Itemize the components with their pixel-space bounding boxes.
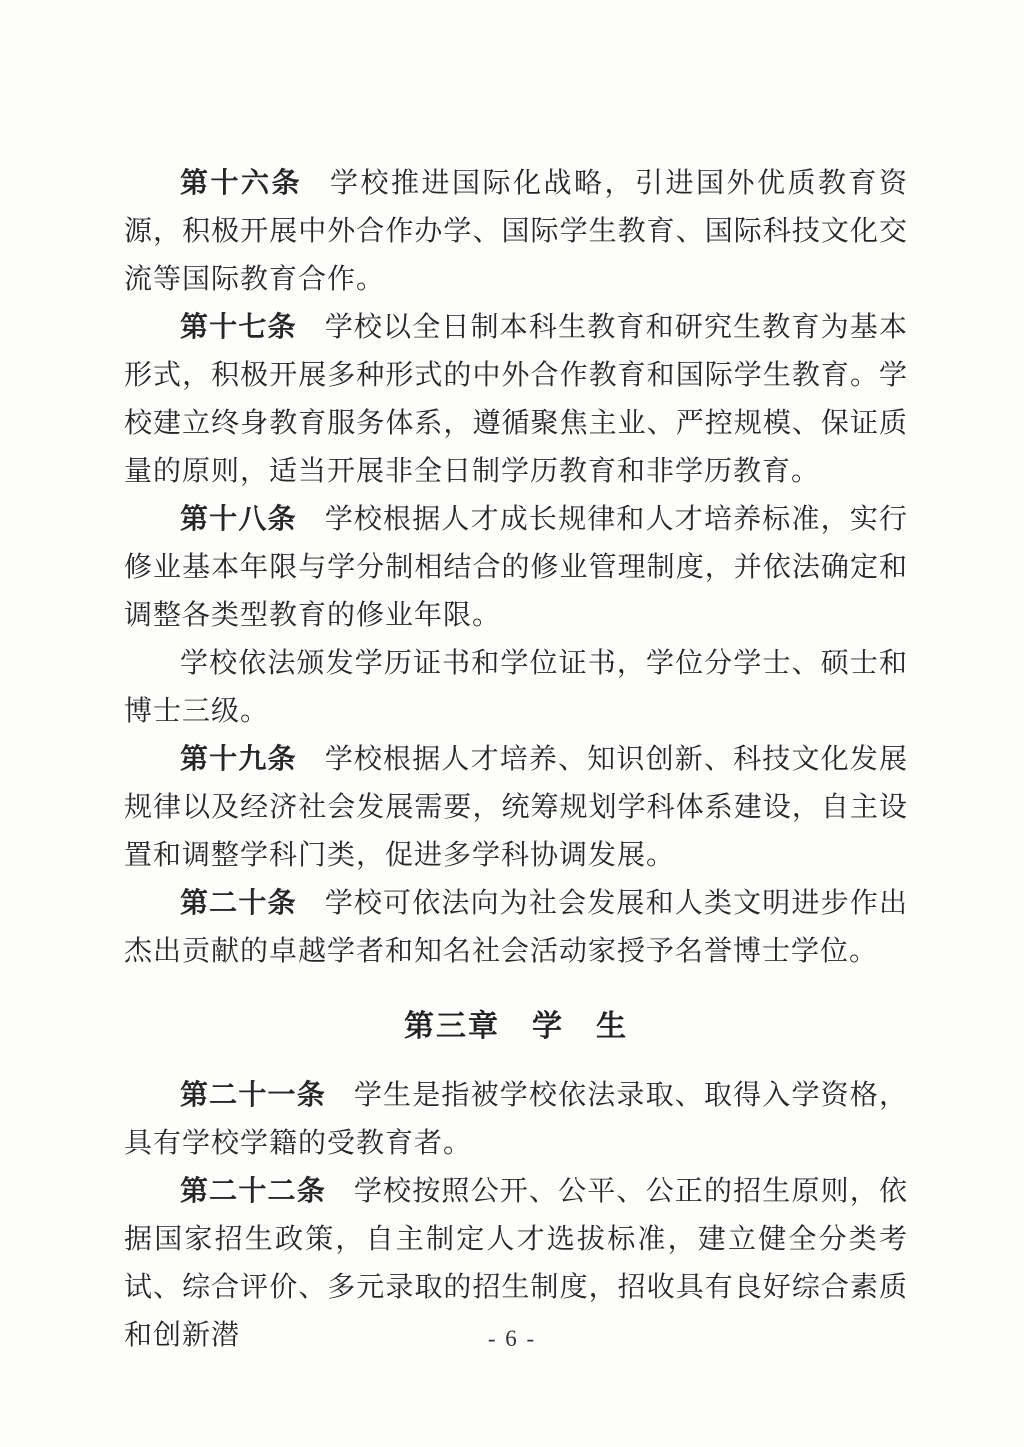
article-17-term: 第十七条 <box>180 312 297 343</box>
article-18-paragraph <box>124 496 908 640</box>
article-22-text: 学校按照公开、公平、公正的招生原则，依据国家招生政策，自主制定人才选拔标准，建立健全分类考试、综合评价、多元录取的招生制度，招收具有良好综合素质和创新潜 <box>124 1176 908 1351</box>
page-number: - 6 - <box>487 1326 537 1351</box>
article-20-text: 学校可依法向为社会发展和人类文明进步作出杰出贡献的卓越学者和知名社会活动家授予名誉博士学位。 <box>124 888 908 967</box>
article-16-paragraph <box>124 160 908 304</box>
article-19-paragraph <box>124 736 908 880</box>
article-20-term: 第二十条 <box>180 888 297 919</box>
chapter-3-heading: 第三章 学 生 <box>404 1010 628 1043</box>
article-17-paragraph <box>124 304 908 496</box>
article-20-paragraph <box>124 880 908 976</box>
article-21-text: 学生是指被学校依法录取、取得入学资格，具有学校学籍的受教育者。 <box>124 1080 908 1159</box>
article-21-paragraph <box>124 1072 908 1168</box>
article-17-text: 学校以全日制本科生教育和研究生教育为基本形式，积极开展多种形式的中外合作教育和国际学生教育。学校建立终身教育服务体系，遵循聚焦主业、严控规模、保证质量的原则，适当开展非全日制学历教育和非学历教育。 <box>124 312 908 487</box>
article-22-term: 第二十二条 <box>180 1176 326 1207</box>
article-18-term: 第十八条 <box>180 504 297 535</box>
article-16-text: 学校推进国际化战略，引进国外优质教育资源，积极开展中外合作办学、国际学生教育、国际科技文化交流等国际教育合作。 <box>124 168 908 295</box>
article-16-term: 第十六条 <box>180 168 302 199</box>
article-18-continuation-paragraph <box>124 640 908 736</box>
article-19-term: 第十九条 <box>180 744 297 775</box>
article-19-text: 学校根据人才培养、知识创新、科技文化发展规律以及经济社会发展需要，统筹规划学科体系建设，自主设置和调整学科门类，促进多学科协调发展。 <box>124 744 908 871</box>
document-body <box>124 160 908 1360</box>
article-18-text: 学校根据人才成长规律和人才培养标准，实行修业基本年限与学分制相结合的修业管理制度，并依法确定和调整各类型教育的修业年限。 <box>124 504 908 631</box>
article-18-continuation-text: 学校依法颁发学历证书和学位证书，学位分学士、硕士和博士三级。 <box>124 648 908 727</box>
article-21-term: 第二十一条 <box>180 1080 326 1111</box>
